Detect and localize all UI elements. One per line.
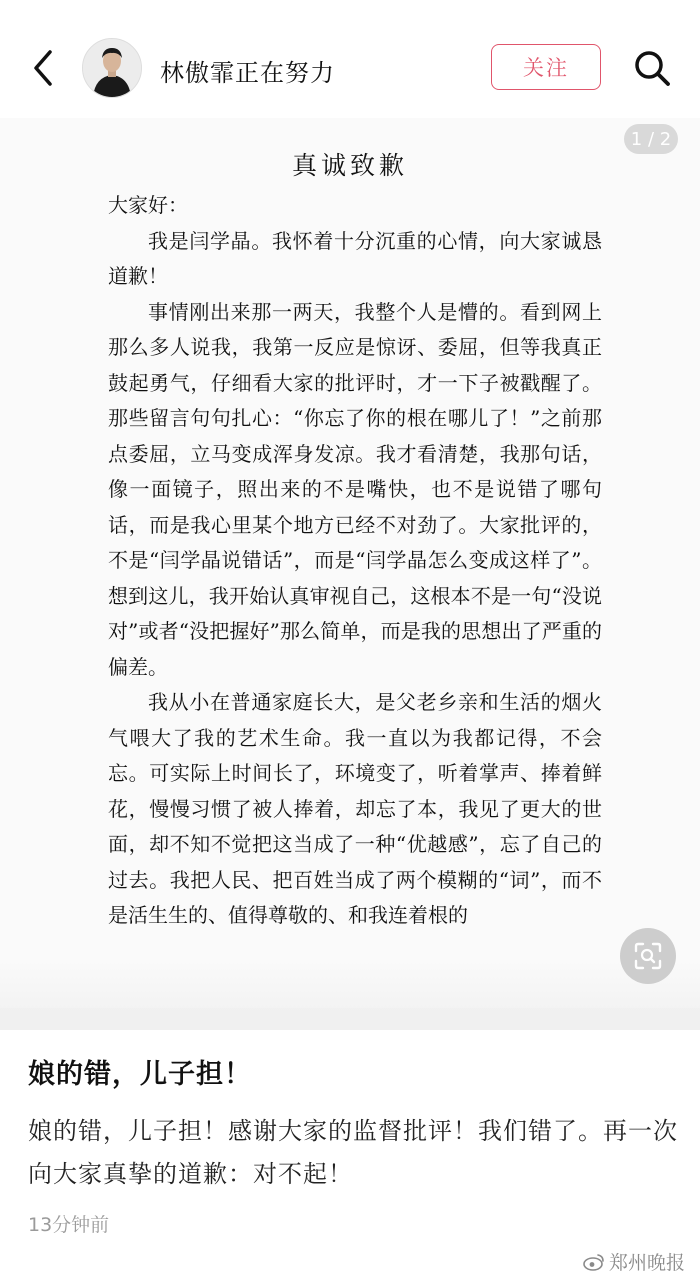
watermark-text: 郑州晚报 — [609, 1252, 686, 1274]
document-body — [108, 188, 602, 934]
document-title: 真诚致歉 — [291, 151, 408, 180]
document-greeting: 大家好： — [108, 193, 188, 217]
post-timestamp: 13分钟前 — [28, 1214, 110, 1236]
document-paragraph: 我是闫学晶。我怀着十分沉重的心情，向大家诚恳道歉！ — [108, 228, 602, 288]
follow-button[interactable]: 关注 — [491, 44, 601, 90]
post-title: 娘的错，儿子担！ — [28, 1059, 252, 1090]
top-bar — [0, 0, 700, 119]
search-icon[interactable] — [632, 48, 672, 88]
username[interactable]: 林傲霏正在努力 — [160, 59, 335, 87]
document-paragraph: 事情刚出来那一两天，我整个人是懵的。看到网上那么多人说我，我第一反应是惊讶、委屈，但等我真正鼓起勇气，仔细看大家的批评时，才一下子被戳醒了。那些留言句句扎心：“你忘了你的根在哪儿了！”之前那点委屈，立马变成浑身发凉。我才看清楚，我那句话，像一面镜子，照出来的不是嘴快，也不是说错了哪句话，而是我心里某个地方已经不对劲了。大家批评的，不是“闫学晶说错话”，而是“闫学晶怎么变成这样了”。想到这儿，我开始认真审视自己，这根本不是一句“没说对”或者“没把握好”那么简单，而是我的思想出了严重的偏差。 — [108, 299, 602, 679]
image-fade-overlay — [0, 960, 700, 1030]
scan-text-icon[interactable] — [620, 928, 676, 984]
avatar[interactable] — [82, 38, 142, 98]
weibo-logo-icon — [583, 1253, 605, 1271]
post-text: 娘的错，儿子担！感谢大家的监督批评！我们错了。再一次向大家真挚的道歉：对不起！ — [28, 1117, 678, 1188]
watermark — [583, 1248, 685, 1275]
back-icon[interactable] — [24, 46, 64, 90]
page-indicator: 1 / 2 — [624, 124, 678, 154]
document-paragraph: 我从小在普通家庭长大，是父老乡亲和生活的烟火气喂大了我的艺术生命。我一直以为我都记得，不会忘。可实际上时间长了，环境变了，听着掌声、捧着鲜花，慢慢习惯了被人捧着，却忘了本，我见了更大的世面，却不知不觉把这当成了一种“优越感”，忘了自己的过去。我把人民、把百姓当成了两个模糊的“词”，而不是活生生的、值得尊敬的、和我连着根的 — [108, 690, 602, 927]
